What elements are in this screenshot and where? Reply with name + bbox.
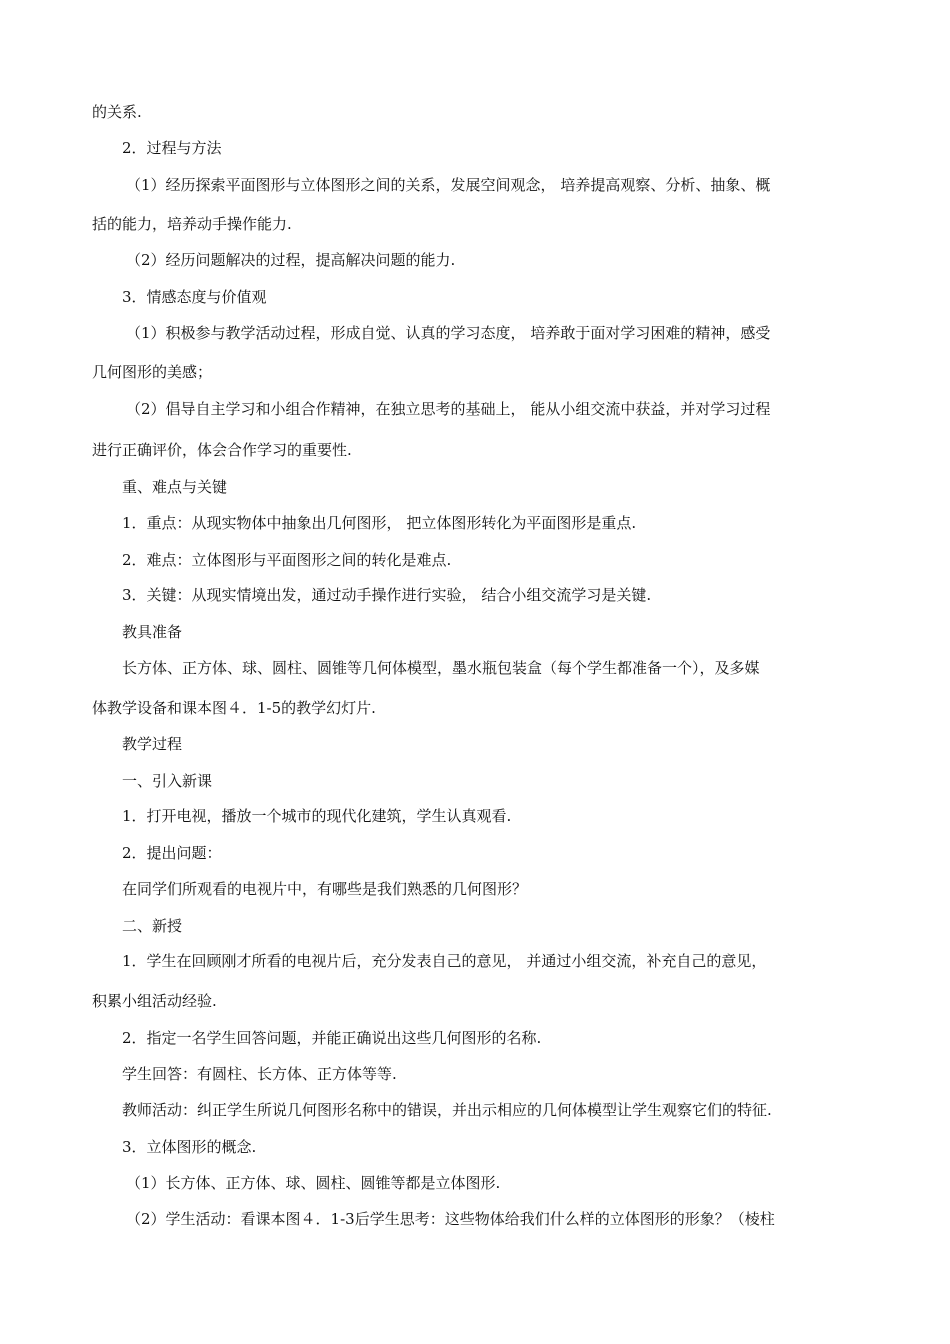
text-line: （1）长方体、正方体、球、圆柱、圆锥等都是立体图形. — [126, 1174, 501, 1192]
section-heading: 一、引入新课 — [122, 772, 213, 790]
text-line: 积累小组活动经验. — [92, 992, 217, 1010]
section-heading: 教具准备 — [122, 623, 183, 641]
text-line: 几何图形的美感； — [92, 363, 213, 381]
text-line: 括的能力，培养动手操作能力. — [92, 215, 292, 233]
text-line: （2）倡导自主学习和小组合作精神，在独立思考的基础上， 能从小组交流中获益，并对学习过程 — [126, 400, 771, 418]
text-line: 1．打开电视，播放一个城市的现代化建筑，学生认真观看. — [122, 807, 512, 825]
section-heading: 重、难点与关键 — [122, 478, 228, 496]
text-line: （2）学生活动：看课本图４．1-3后学生思考：这些物体给我们什么样的立体图形的形象？（棱柱 — [126, 1210, 775, 1228]
text-line: 2．过程与方法 — [122, 139, 222, 157]
text-line: 2．提出问题： — [122, 844, 222, 862]
text-line: 在同学们所观看的电视片中，有哪些是我们熟悉的几何图形？ — [122, 880, 528, 898]
text-line: 1．学生在回顾刚才所看的电视片后，充分发表自己的意见， 并通过小组交流，补充自己的意见， — [122, 952, 767, 970]
section-heading: 教学过程 — [122, 735, 183, 753]
section-heading: 二、新授 — [122, 917, 183, 935]
text-line: 2．难点：立体图形与平面图形之间的转化是难点. — [122, 551, 452, 569]
text-line: （1）经历探索平面图形与立体图形之间的关系，发展空间观念， 培养提高观察、分析、抽象、概 — [126, 176, 771, 194]
text-line: （2）经历问题解决的过程，提高解决问题的能力. — [126, 251, 456, 269]
text-line: 进行正确评价，体会合作学习的重要性. — [92, 441, 352, 459]
text-line: 1．重点：从现实物体中抽象出几何图形， 把立体图形转化为平面图形是重点. — [122, 514, 637, 532]
text-line: 体教学设备和课本图４．1-5的教学幻灯片. — [92, 699, 376, 717]
text-line: 3．关键：从现实情境出发，通过动手操作进行实验， 结合小组交流学习是关键. — [122, 586, 652, 604]
text-line: 教师活动：纠正学生所说几何图形名称中的错误，并出示相应的几何体模型让学生观察它们的特征. — [122, 1101, 772, 1119]
text-line: 3．情感态度与价值观 — [122, 288, 267, 306]
text-line: 2．指定一名学生回答问题，并能正确说出这些几何图形的名称. — [122, 1029, 542, 1047]
text-line: （1）积极参与教学活动过程，形成自觉、认真的学习态度， 培养敢于面对学习困难的精神，感受 — [126, 324, 771, 342]
text-line: 的关系. — [92, 103, 142, 121]
text-line: 长方体、正方体、球、圆柱、圆锥等几何体模型，墨水瓶包装盒（每个学生都准备一个），及多媒 — [122, 659, 760, 677]
text-line: 学生回答：有圆柱、长方体、正方体等等. — [122, 1065, 397, 1083]
text-line: 3．立体图形的概念. — [122, 1138, 257, 1156]
